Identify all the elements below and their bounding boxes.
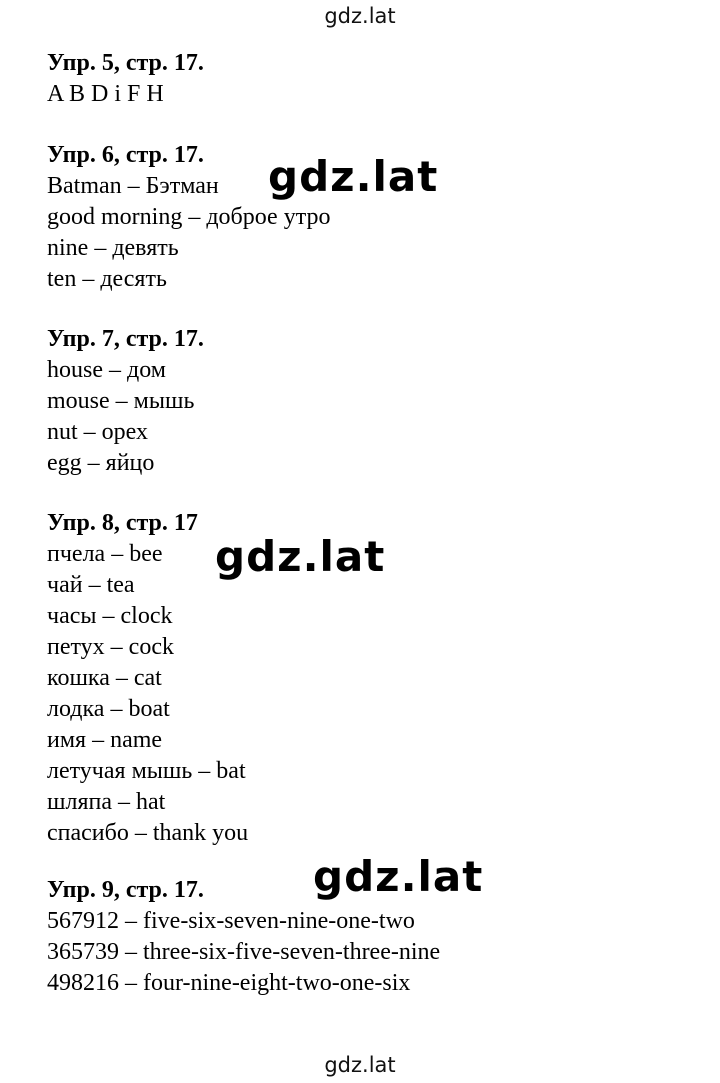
overlay-watermark: gdz.lat xyxy=(215,532,386,581)
exercise-title: Упр. 5, стр. 17. xyxy=(47,50,204,76)
answer-line: спасибо – thank you xyxy=(47,820,249,846)
answer-line: летучая мышь – bat xyxy=(47,758,246,784)
exercise-title: Упр. 6, стр. 17. xyxy=(47,142,204,168)
answer-line: nine – девять xyxy=(47,235,179,261)
answer-line: 365739 – three-six-five-seven-three-nine xyxy=(47,939,441,965)
answer-line: nut – орех xyxy=(47,419,149,445)
footer-watermark: gdz.lat xyxy=(324,1053,396,1077)
answer-line: good morning – доброе утро xyxy=(47,204,331,230)
overlay-watermark: gdz.lat xyxy=(268,152,439,201)
answer-line: часы – clock xyxy=(47,603,173,629)
exercise-7 xyxy=(47,324,204,479)
overlay-watermark: gdz.lat xyxy=(313,852,484,901)
exercise-title: Упр. 9, стр. 17. xyxy=(47,877,204,903)
header-watermark: gdz.lat xyxy=(324,4,396,28)
answer-line: кошка – cat xyxy=(47,665,162,691)
exercise-5 xyxy=(47,48,204,110)
answer-line: шляпа – hat xyxy=(47,789,166,815)
answer-line: mouse – мышь xyxy=(47,388,195,414)
exercise-title: Упр. 7, стр. 17. xyxy=(47,326,204,352)
answer-line: 498216 – four-nine-eight-two-one-six xyxy=(47,970,411,996)
answer-line: egg – яйцо xyxy=(47,450,155,476)
answer-line: A B D i F H xyxy=(47,81,164,107)
answer-line: пчела – bee xyxy=(47,541,163,567)
answer-line: Batman – Бэтман xyxy=(47,173,219,199)
answer-line: ten – десять xyxy=(47,266,167,292)
exercise-title: Упр. 8, стр. 17 xyxy=(47,510,198,536)
answer-line: петух – cock xyxy=(47,634,174,660)
answer-line: 567912 – five-six-seven-nine-one-two xyxy=(47,908,415,934)
answer-line: чай – tea xyxy=(47,572,135,598)
answer-line: имя – name xyxy=(47,727,163,753)
answer-line: house – дом xyxy=(47,357,166,383)
answer-line: лодка – boat xyxy=(47,696,170,722)
